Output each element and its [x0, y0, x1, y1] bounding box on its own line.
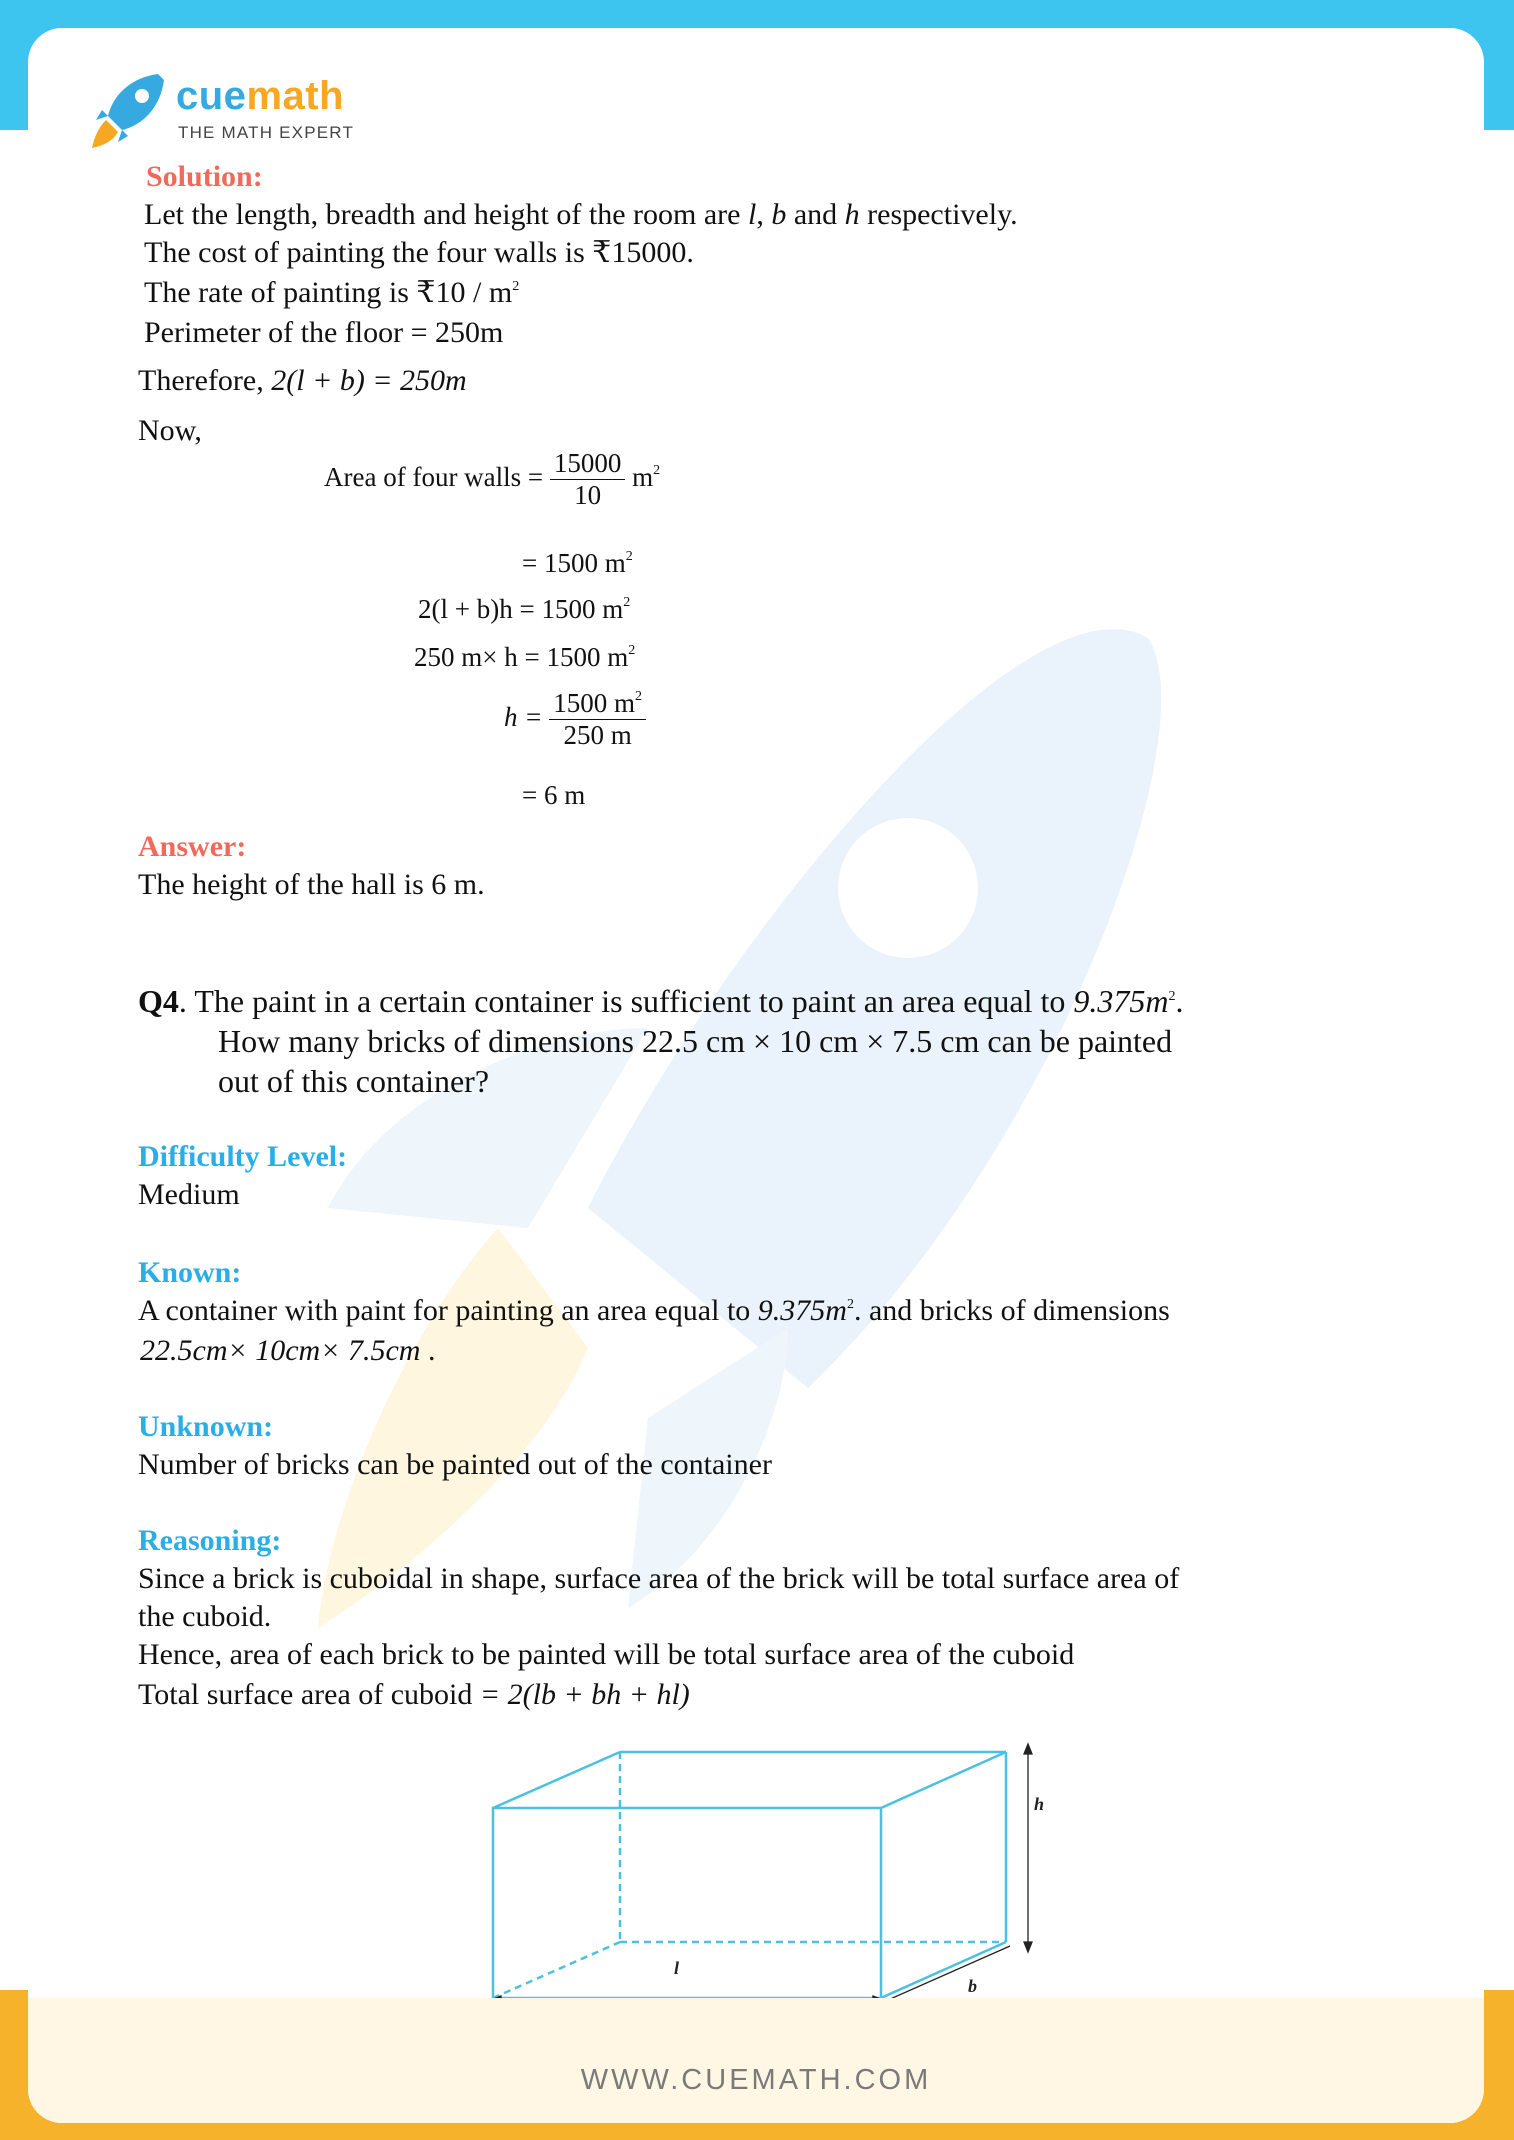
step-2lbh — [418, 594, 630, 625]
reasoning-heading: Reasoning: — [138, 1524, 282, 1557]
brand-word-math: math — [246, 74, 345, 118]
text-run: Let the length, breadth and height of the room are — [144, 198, 748, 231]
exponent: 2 — [653, 462, 661, 478]
step-h-fraction — [504, 688, 646, 751]
text-run: , — [756, 198, 772, 231]
perimeter-math: = 250m — [410, 316, 504, 349]
rocket-logo-icon — [88, 70, 168, 150]
difficulty-heading: Difficulty Level: — [138, 1140, 348, 1173]
brick-dimensions-math: 22.5cm× 10cm× 7.5cm — [140, 1334, 421, 1367]
solution-heading: Solution: — [146, 160, 263, 193]
text-run: . The paint in a certain container is sufficient to paint an area equal to — [178, 983, 1074, 1019]
denominator: 250 m — [563, 720, 632, 751]
tsa-formula: = 2(lb + bh + hl) — [479, 1678, 690, 1711]
text-run: and — [786, 198, 845, 231]
breadth-dimension-line — [888, 1946, 1010, 1998]
page-card — [28, 28, 1484, 2123]
denominator: 10 — [574, 480, 602, 511]
var-l: l — [747, 198, 757, 231]
area-math: 9.375m — [757, 1294, 847, 1327]
text-run: Therefore, — [138, 364, 272, 397]
text-run: A container with paint for painting an area equal to — [138, 1294, 758, 1327]
difficulty-value: Medium — [138, 1178, 240, 1211]
label-h: h — [1034, 1794, 1045, 1814]
text-run: Perimeter of the floor — [144, 316, 411, 349]
reasoning-line-3: Hence, area of each brick to be painted will be total surface area of the cuboid — [138, 1638, 1075, 1671]
solution-line-2: The cost of painting the four walls is ₹15000. — [144, 236, 694, 269]
cuboid-diagram — [468, 1738, 1088, 1998]
fraction — [549, 688, 646, 751]
reasoning-line-2: the cuboid. — [138, 1600, 272, 1633]
text-run: . — [420, 1334, 436, 1367]
solution-line-3 — [144, 276, 519, 311]
cuboid-hidden-edge — [493, 1942, 620, 1998]
brand-wordmark — [176, 74, 344, 119]
brand-word-cue: cue — [176, 74, 247, 118]
q4-line-3: out of this container? — [218, 1063, 490, 1099]
cuboid-edge — [881, 1752, 1006, 1808]
solution-line-1 — [144, 198, 1018, 233]
step-label: Area of four walls = — [324, 461, 544, 492]
step-6m: = 6 m — [522, 780, 586, 810]
q4-line-2: How many bricks of dimensions 22.5 cm × 10 cm × 7.5 cm can be painted — [218, 1023, 1173, 1059]
exponent: 2 — [628, 643, 636, 658]
footer-strip — [28, 1998, 1484, 2123]
unit: m — [632, 461, 654, 492]
exponent: 2 — [625, 549, 633, 564]
step-text: 250 m× h = 1500 m — [414, 642, 629, 672]
fraction — [550, 448, 626, 511]
step-1500 — [522, 548, 633, 579]
answer-heading: Answer: — [138, 830, 247, 863]
brand-tagline: THE MATH EXPERT — [178, 123, 355, 142]
area-math: 9.375m — [1073, 983, 1169, 1019]
solution-line-4 — [144, 316, 503, 351]
text-run: . and bricks of dimensions — [853, 1294, 1170, 1327]
var-h: h — [844, 198, 860, 231]
exponent: 2 — [1168, 989, 1176, 1004]
now-label: Now, — [138, 414, 202, 447]
reasoning-line-1: Since a brick is cuboidal in shape, surface area of the brick will be total surface area of — [138, 1562, 1180, 1595]
step-250h — [414, 642, 635, 673]
unknown-text: Number of bricks can be painted out of the container — [138, 1448, 772, 1481]
q4-line-1 — [138, 983, 1183, 1020]
step-text: 2(l + b)h = 1500 m — [418, 594, 624, 624]
numerator: 15000 — [550, 448, 626, 480]
text-run: Total surface area of cuboid — [138, 1678, 480, 1711]
answer-text: The height of the hall is 6 m. — [138, 868, 485, 901]
exponent: 2 — [512, 279, 520, 294]
known-line-2 — [140, 1334, 435, 1369]
cuboid-edge — [493, 1752, 620, 1808]
footer-website-link[interactable]: WWW.CUEMATH.COM — [580, 2064, 932, 2096]
text-run: . — [1175, 983, 1184, 1019]
numerator — [549, 688, 646, 720]
rate-math: ₹10 / m — [416, 276, 513, 309]
label-b: b — [968, 1976, 977, 1996]
step-area-four-walls — [324, 448, 660, 511]
var-b: b — [771, 198, 787, 231]
numerator-text: 1500 m — [553, 688, 635, 718]
known-heading: Known: — [138, 1256, 242, 1289]
known-line-1 — [138, 1294, 1170, 1329]
question-number: Q4 — [138, 983, 179, 1019]
text-run: The rate of painting is — [144, 276, 417, 309]
cuboid-front-face — [493, 1808, 881, 1998]
reasoning-line-4 — [138, 1678, 690, 1713]
step-label: h = — [504, 701, 543, 732]
cuboid-edge — [881, 1942, 1006, 1998]
step-text: = 1500 m — [522, 548, 626, 578]
solution-line-5 — [138, 364, 467, 399]
arrow-head — [1024, 1744, 1032, 1754]
text-run: respectively. — [859, 198, 1018, 231]
exponent: 2 — [635, 689, 642, 704]
perimeter-equation: 2(l + b) = 250m — [271, 364, 467, 397]
exponent: 2 — [623, 595, 631, 610]
arrow-head — [1024, 1942, 1032, 1952]
label-l: l — [674, 1958, 680, 1978]
exponent: 2 — [846, 1297, 854, 1312]
unknown-heading: Unknown: — [138, 1410, 274, 1443]
